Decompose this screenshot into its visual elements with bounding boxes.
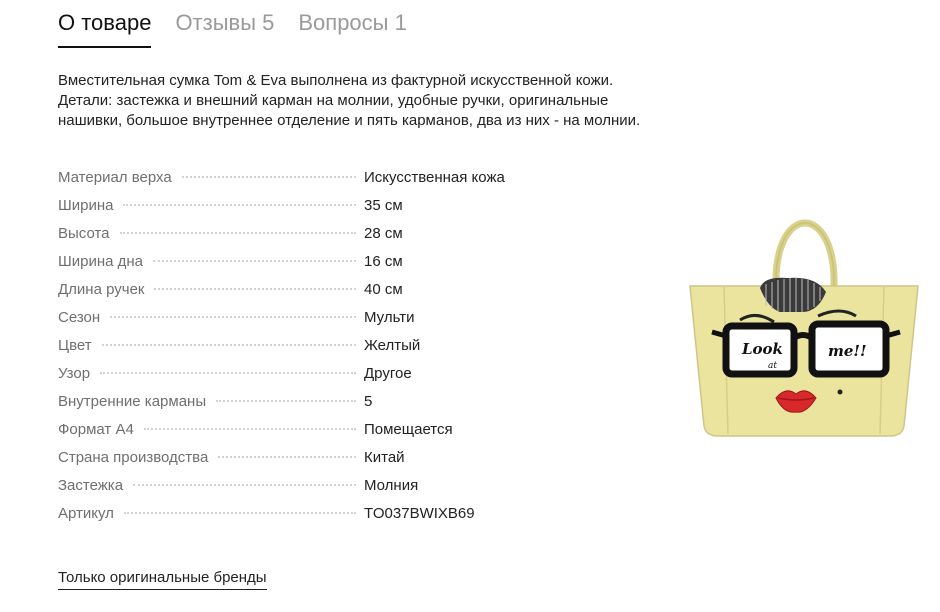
product-description: Вместительная сумка Tom & Eva выполнена из фактурной искусственной кожи. Детали: застежка и внешний карман на молнии, удобные ручки, оригинальные нашивки, большое внутреннее отделение и пять карманов, два из них - на молнии.	[58, 72, 641, 129]
specs-list	[58, 169, 538, 533]
spec-leader-dots	[153, 260, 356, 262]
spec-row	[58, 225, 538, 253]
product-tabs	[58, 8, 407, 48]
spec-row	[58, 505, 538, 533]
spec-value: 5	[364, 393, 373, 410]
original-brands-link[interactable]: Только оригинальные бренды	[58, 569, 267, 590]
print-text-me: me!!	[828, 342, 867, 360]
spec-label: Материал верха	[58, 169, 172, 186]
spec-row	[58, 169, 538, 197]
spec-row	[58, 449, 538, 477]
spec-label: Высота	[58, 225, 110, 242]
spec-value: 40 см	[364, 281, 403, 298]
spec-leader-dots	[182, 176, 356, 178]
spec-leader-dots	[144, 428, 356, 430]
spec-row	[58, 253, 538, 281]
spec-label: Страна производства	[58, 449, 209, 466]
spec-leader-dots	[100, 372, 356, 374]
spec-label: Ширина дна	[58, 253, 144, 270]
spec-label: Сезон	[58, 309, 101, 326]
bag-illustration	[668, 188, 930, 450]
spec-value: Молния	[364, 477, 419, 494]
spec-value: 16 см	[364, 253, 403, 270]
spec-label: Артикул	[58, 505, 114, 522]
spec-leader-dots	[154, 288, 356, 290]
print-text-look: Look	[742, 340, 783, 358]
spec-label: Застежка	[58, 477, 124, 494]
spec-label: Цвет	[58, 337, 92, 354]
spec-label: Ширина	[58, 197, 114, 214]
spec-value: Мульти	[364, 309, 415, 326]
product-image	[668, 188, 930, 450]
spec-leader-dots	[218, 456, 356, 458]
spec-row	[58, 281, 538, 309]
spec-value: Другое	[364, 365, 412, 382]
spec-leader-dots	[102, 344, 356, 346]
spec-leader-dots	[110, 316, 356, 318]
bag-handle	[776, 223, 834, 286]
spec-value: Помещается	[364, 421, 453, 438]
spec-label: Внутренние карманы	[58, 393, 207, 410]
spec-row	[58, 421, 538, 449]
spec-label: Длина ручек	[58, 281, 145, 298]
spec-row	[58, 309, 538, 337]
spec-value: Желтый	[364, 337, 421, 354]
spec-row	[58, 477, 538, 505]
spec-leader-dots	[216, 400, 356, 402]
print-text-at: at	[768, 361, 777, 371]
spec-row	[58, 365, 538, 393]
spec-value: TO037BWIXB69	[364, 505, 475, 522]
spec-row	[58, 337, 538, 365]
spec-value: Китай	[364, 449, 405, 466]
spec-label: Формат A4	[58, 421, 134, 438]
spec-leader-dots	[133, 484, 356, 486]
spec-value: 35 см	[364, 197, 403, 214]
spec-leader-dots	[120, 232, 356, 234]
spec-leader-dots	[123, 204, 356, 206]
tab-questions[interactable]: Вопросы 1	[298, 10, 407, 35]
spec-leader-dots	[124, 512, 356, 514]
tab-about[interactable]: О товаре	[58, 8, 151, 48]
spec-row	[58, 197, 538, 225]
spec-row	[58, 393, 538, 421]
spec-value: 28 см	[364, 225, 403, 242]
spec-label: Узор	[58, 365, 91, 382]
spec-value: Искусственная кожа	[364, 169, 505, 186]
tab-reviews[interactable]: Отзывы 5	[175, 10, 275, 35]
